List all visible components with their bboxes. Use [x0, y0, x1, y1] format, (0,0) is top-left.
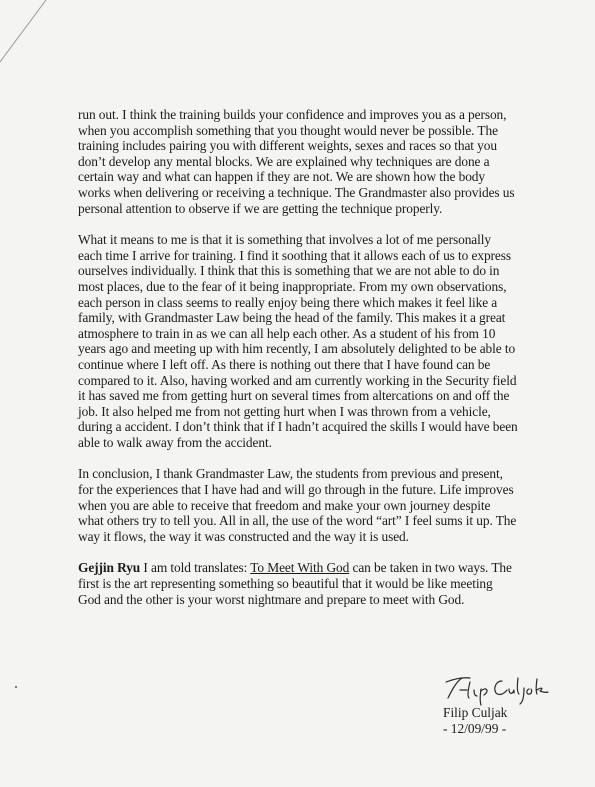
translation-phrase: To Meet With God [250, 560, 350, 576]
paragraph-training: run out. I think the training builds your confidence and improves you as a person, when you accomplish something that you thought would never be possible. The training includes pairing you with different weights, sexes and races so that you don’t develop any mental blocks. We are explained why techniques are done a certain way and what can happen if they are not. We are shown how the body works when delivering or receiving a technique. The Grandmaster also provides us personal attention to observe if we are getting the technique properly. [78, 107, 515, 216]
gejjin-ryu-term: Gejjin Ryu [78, 560, 141, 576]
handwritten-signature [440, 672, 550, 706]
translation-explanation: can be taken in two ways. The first is the art representing something so beautiful that it would be like meeting God and the other is your worst nightmare and prepare to meet with God. [78, 560, 512, 607]
paragraph-conclusion: In conclusion, I thank Grandmaster Law, the students from previous and present, for the experiences that I have had and will go through in the future. Life improves when you are able to receive that freedom and make your own journey despite what others try to tell you. All in all, the use of the word “art” I feel sums it up. The way it flows, the way it was constructed and the way it is used. [78, 466, 517, 544]
letter-body [78, 107, 518, 623]
translation-intro: I am told translates: [140, 560, 251, 576]
paragraph-meaning: What it means to me is that it is something that involves a lot of me personally each time I arrive for training. I find it soothing that it allows each of us to express ourselves individually. I think that this is something that we are not able to do in most places, due to the fear of it being inappropriate. From my own observations, each person in class seems to really enjoy being there which makes it feel like a family, with Grandmaster Law being the head of the family. This makes it a great atmosphere to train in as we can all help each other. As a student of his from 10 years ago and meeting up with him recently, I am absolutely delighted to be able to continue where I left off. As there is nothing out there that I have found can be compared to it. Also, having worked and am currently working in the Security field it has saved me from getting hurt on several times from altercations on and off the job. It also helped me from not getting hurt when I was thrown from a vehicle, during a accident. I don’t think that if I hadn’t acquired the skills I would have been able to walk away from the accident. [78, 232, 518, 450]
scan-speck [15, 686, 17, 688]
paragraph-gejjin-ryu [78, 560, 518, 607]
signer-name: Filip Culjak [443, 705, 508, 720]
signature-date: - 12/09/99 - [443, 721, 507, 736]
folded-corner-mark [0, 0, 60, 70]
